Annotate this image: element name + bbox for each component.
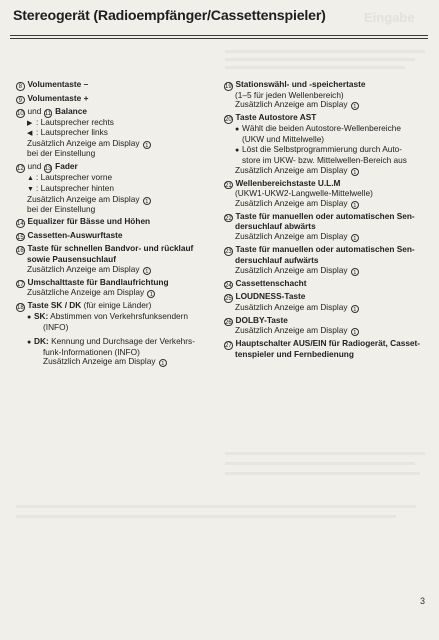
- item-9: [16, 94, 212, 105]
- item-detail: (1–5 für jeden Wellenbereich): [235, 89, 344, 100]
- item-detail: Zusätzlich Anzeige am Display: [43, 356, 156, 367]
- item-20: [224, 113, 422, 175]
- item-detail: : Lautsprecher links: [36, 127, 108, 138]
- item-10-11: [16, 107, 212, 159]
- item-number: 26: [225, 319, 232, 326]
- display-ref: 1: [143, 141, 151, 149]
- item-number: 8: [16, 82, 25, 91]
- sub-heading: DK:: [34, 335, 49, 346]
- item-16: [16, 244, 212, 274]
- item-detail: : Lautsprecher rechts: [36, 116, 114, 127]
- item-14: [16, 217, 212, 228]
- item-number: 11: [44, 111, 52, 117]
- item-detail: Zusätzlich Anzeige am Display: [27, 138, 140, 149]
- item-label: Equalizer für Bässe und Höhen: [27, 216, 151, 227]
- item-number: 21: [225, 182, 232, 189]
- item-number: 25: [225, 296, 232, 303]
- item-label: Taste Autostore AST: [235, 112, 317, 123]
- display-ref: 1: [351, 102, 359, 110]
- item-detail: Kennung und Durchsage der Verkehrs-: [51, 335, 195, 346]
- arrow-right-icon: ▶: [27, 119, 33, 127]
- display-ref: 1: [143, 197, 151, 205]
- item-number: 23: [225, 249, 232, 256]
- page-title: Stereogerät (Radioempfänger/Cassettenspieler): [13, 8, 326, 24]
- item-label: dersuchlauf aufwärts: [235, 254, 319, 265]
- item-label: Stationswähl- und -speichertaste: [235, 79, 366, 89]
- item-number: 27: [225, 343, 232, 350]
- item-23: [224, 245, 422, 275]
- bleed-through-mark: [225, 452, 425, 455]
- item-detail: Wählt die beiden Autostore-Wellenbereiche: [242, 122, 401, 133]
- conjunction: und: [27, 161, 42, 172]
- item-label: LOUDNESS-Taste: [235, 291, 306, 302]
- item-12-13: [16, 162, 212, 214]
- item-label: Taste für manuellen oder automatischen Sen-: [235, 244, 415, 255]
- bleed-through-mark: [16, 515, 396, 518]
- item-number: 20: [225, 117, 232, 124]
- item-detail: funk-Informationen (INFO): [43, 346, 140, 357]
- bullet-icon: ●: [27, 338, 32, 346]
- header-rule-top: [10, 35, 428, 36]
- item-detail: : Lautsprecher vorne: [36, 171, 113, 182]
- bullet-icon: ●: [235, 125, 240, 133]
- display-ref: 1: [351, 268, 359, 276]
- item-number: 12: [17, 166, 24, 173]
- item-label: Balance: [55, 106, 87, 116]
- left-column: [16, 80, 212, 367]
- item-21: [224, 179, 422, 209]
- item-number: 14: [17, 221, 24, 228]
- item-18: [16, 301, 212, 367]
- bleed-through-mark: [225, 50, 425, 53]
- item-detail: Abstimmen von Verkehrsfunksendern: [50, 310, 189, 321]
- item-detail: bei der Einstellung: [27, 148, 96, 159]
- item-number: 22: [225, 215, 232, 222]
- item-detail: Zusätzliche Anzeige am Display: [27, 287, 145, 298]
- item-label: Taste für schnellen Bandvor- und rücklauf: [27, 243, 194, 254]
- conjunction: und: [27, 106, 42, 116]
- page-number: 3: [420, 596, 426, 606]
- bleed-through-mark: [225, 58, 415, 61]
- item-detail: Zusätzlich Anzeige am Display: [235, 197, 348, 208]
- bleed-through-mark: [16, 505, 416, 508]
- display-ref: 1: [143, 267, 151, 275]
- item-detail: bei der Einstellung: [27, 203, 96, 214]
- item-label: Cassettenschacht: [235, 277, 307, 288]
- item-15: [16, 231, 212, 242]
- item-27: [224, 339, 422, 359]
- item-label: Wellenbereichstaste U.L.M: [235, 177, 341, 188]
- item-detail: Zusätzlich Anzeige am Display: [27, 193, 140, 204]
- display-ref: 1: [351, 201, 359, 209]
- item-number: 13: [44, 166, 52, 173]
- item-25: [224, 292, 422, 313]
- arrow-left-icon: ◀: [27, 130, 33, 138]
- bullet-icon: ●: [27, 313, 32, 321]
- sub-heading: SK:: [34, 310, 49, 321]
- item-8: [16, 80, 212, 91]
- item-number: 10: [17, 111, 24, 117]
- bleed-through-mark: [225, 462, 415, 465]
- item-19: [224, 80, 422, 110]
- item-label: dersuchlauf abwärts: [235, 221, 316, 232]
- bleed-through-title: Eingabe: [364, 10, 415, 25]
- item-label: sowie Pausensuchlauf: [27, 253, 116, 264]
- item-detail: : Lautsprecher hinten: [36, 182, 114, 193]
- item-label: Hauptschalter AUS/EIN für Radiogerät, Casset-: [235, 338, 421, 349]
- display-ref: 1: [159, 359, 167, 367]
- item-number: 15: [17, 234, 24, 241]
- item-note: (für einige Länder): [83, 300, 152, 311]
- item-detail: Zusätzlich Anzeige am Display: [235, 164, 348, 175]
- item-17: [16, 278, 212, 299]
- item-label: Volumentaste +: [27, 92, 89, 103]
- display-ref: 1: [147, 290, 155, 298]
- item-detail: Zusätzlich Anzeige am Display: [235, 264, 348, 275]
- item-detail: (UKW1-UKW2-Langwelle-Mittelwelle): [235, 188, 373, 199]
- item-detail: Zusätzlich Anzeige am Display: [235, 99, 348, 110]
- bleed-through-mark: [225, 472, 420, 475]
- item-22: [224, 212, 422, 242]
- item-detail: Zusätzlich Anzeige am Display: [235, 325, 348, 336]
- display-ref: 1: [351, 168, 359, 176]
- item-number: 18: [17, 305, 24, 312]
- header-rule-bottom: [10, 38, 428, 39]
- item-number: 19: [225, 84, 232, 90]
- item-detail: Löst die Selbstprogrammierung durch Auto-: [242, 143, 403, 154]
- item-label: Umschalttaste für Bandlaufrichtung: [27, 276, 169, 287]
- item-label: Fader: [55, 161, 78, 172]
- item-label: Taste für manuellen oder automatischen Sen-: [235, 210, 415, 221]
- item-detail: Zusätzlich Anzeige am Display: [235, 231, 348, 242]
- item-number: 9: [16, 96, 25, 105]
- arrow-up-icon: ▲: [27, 174, 34, 182]
- item-detail: Zusätzlich Anzeige am Display: [27, 263, 140, 274]
- arrow-down-icon: ▼: [27, 185, 34, 193]
- item-label: Cassetten-Auswurftaste: [27, 229, 123, 240]
- display-ref: 1: [351, 328, 359, 336]
- item-label: Volumentaste –: [27, 79, 89, 89]
- item-26: [224, 316, 422, 337]
- item-label: DOLBY-Taste: [235, 314, 288, 325]
- item-detail: (UKW und Mittelwelle): [242, 133, 325, 144]
- item-number: 17: [17, 281, 24, 288]
- item-number: 24: [225, 282, 232, 289]
- item-label: tenspieler und Fernbedienung: [235, 348, 354, 359]
- bleed-through-mark: [225, 66, 405, 69]
- display-ref: 1: [351, 305, 359, 313]
- item-detail: Zusätzlich Anzeige am Display: [235, 301, 348, 312]
- item-24: [224, 279, 422, 290]
- item-label: Taste SK / DK: [27, 300, 82, 311]
- item-detail: store im UKW- bzw. Mittelwellen-Bereich aus: [242, 154, 407, 165]
- bullet-icon: ●: [235, 146, 240, 154]
- item-detail: (INFO): [43, 321, 69, 332]
- display-ref: 1: [351, 234, 359, 242]
- item-number: 16: [17, 248, 24, 255]
- right-column: [224, 80, 422, 360]
